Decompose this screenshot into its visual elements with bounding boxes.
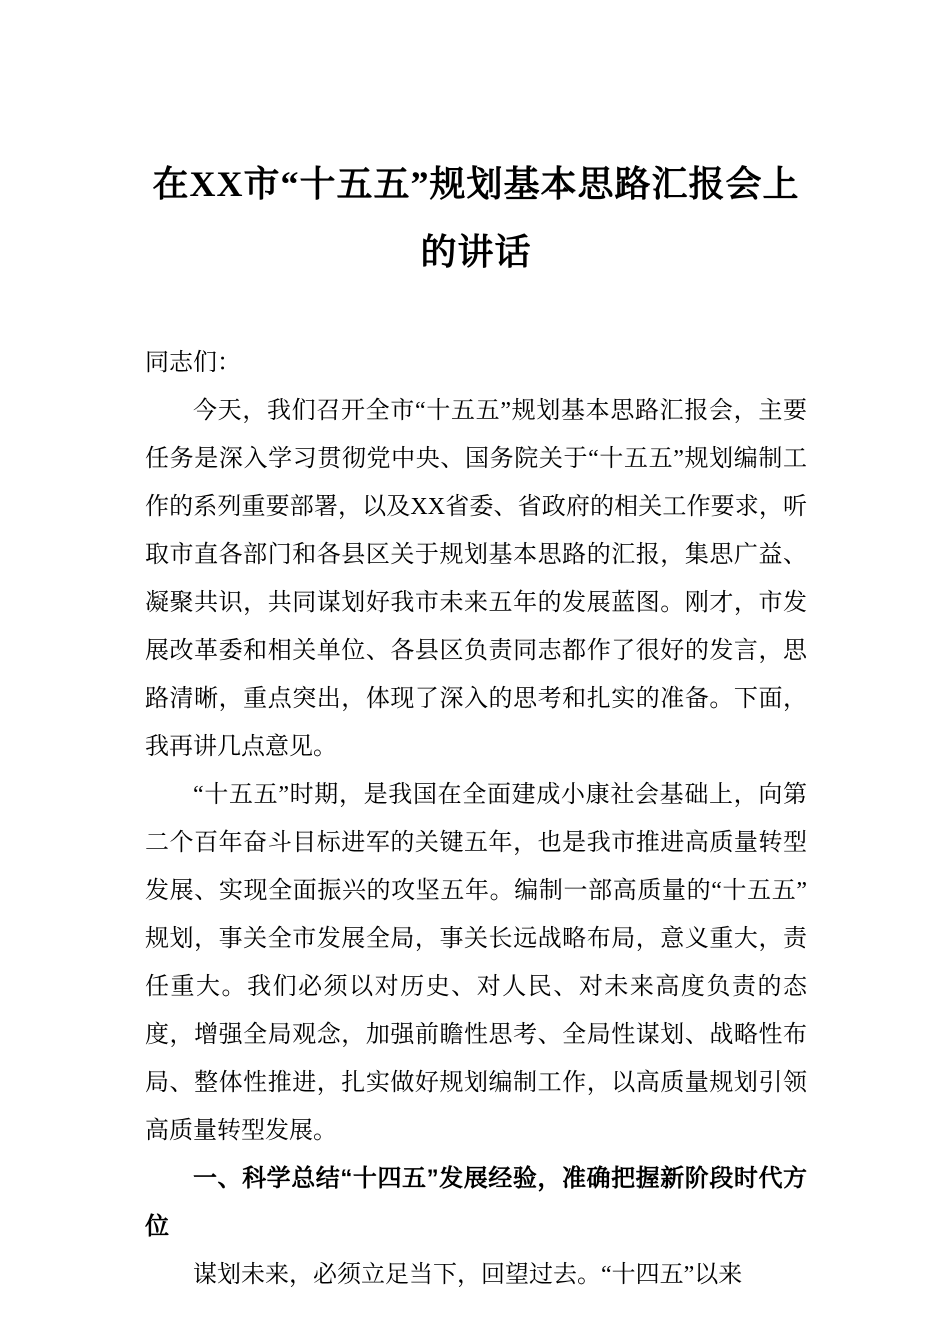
document-title: 在XX市“十五五”规划基本思路汇报会上的讲话 <box>152 164 800 273</box>
paragraph-2: “十五五”时期，是我国在全面建成小康社会基础上，向第二个百年奋斗目标进军的关键五年，也是我市推进高质量转型发展、实现全面振兴的攻坚五年。编制一部高质量的“十五五”规划，事关全市发展全局，事关长远战略布局，意义重大，责任重大。我们必须以对历史、对人民、对未来高度负责的态度，增强全局观念，加强前瞻性思考、全局性谋划、战略性布局、整体性推进，扎实做好规划编制工作，以高质量规划引领高质量转型发展。 <box>145 781 807 1144</box>
section-heading-1: 一、科学总结“十四五”发展经验，准确把握新阶段时代方位 <box>145 1164 807 1240</box>
salutation: 同志们： <box>145 349 241 376</box>
paragraph-1: 今天，我们召开全市“十五五”规划基本思路汇报会，主要任务是深入学习贯彻党中央、国务院关于“十五五”规划编制工作的系列重要部署，以及XX省委、省政府的相关工作要求，听取市直各部门和各县区关于规划基本思路的汇报，集思广益、凝聚共识，共同谋划好我市未来五年的发展蓝图。刚才，市发展改革委和相关单位、各县区负责同志都作了很好的发言，思路清晰，重点突出，体现了深入的思考和扎实的准备。下面，我再讲几点意见。 <box>145 397 807 760</box>
paragraph-3: 谋划未来，必须立足当下，回望过去。“十四五”以来 <box>193 1261 743 1288</box>
